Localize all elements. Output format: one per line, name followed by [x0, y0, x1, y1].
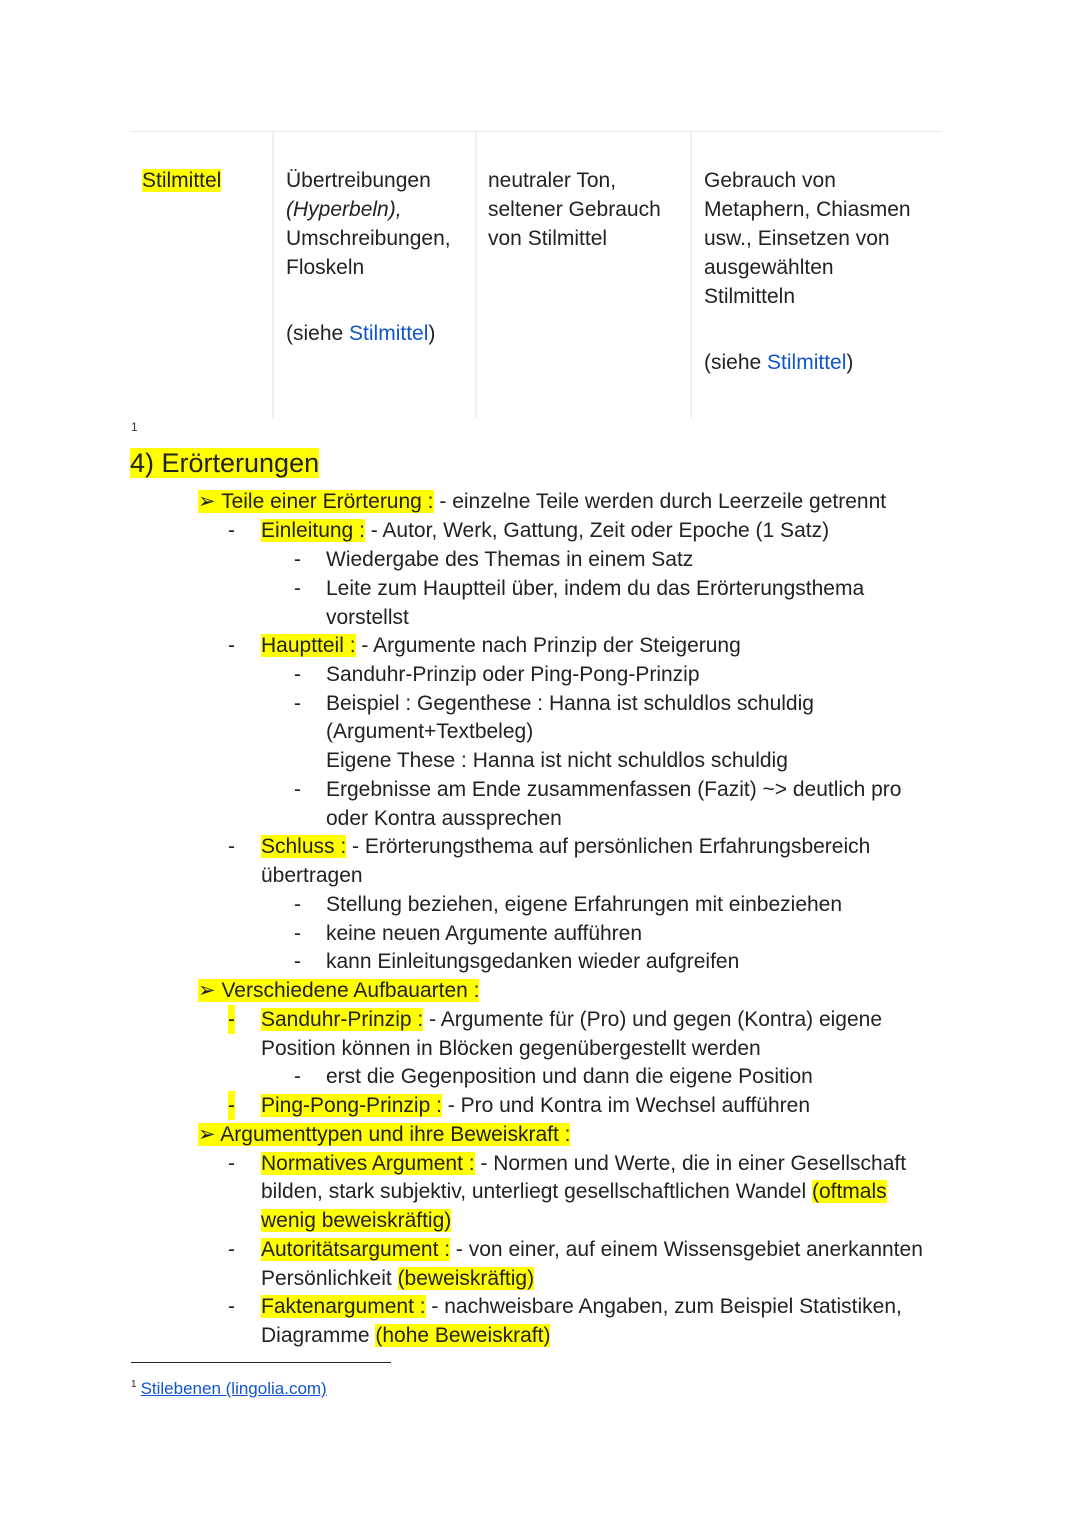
dash-marker: - — [294, 663, 301, 686]
dash-marker: - — [294, 692, 301, 715]
item-label: Normatives Argument : — [261, 1152, 475, 1175]
item-einleitung: Einleitung : - Autor, Werk, Gattung, Zeit oder Epoche (1 Satz) — [261, 519, 830, 542]
item-cont: übertragen — [261, 864, 363, 887]
cell-text: neutraler Ton, — [488, 169, 617, 192]
dash-marker: - — [228, 1295, 235, 1318]
dash-marker: - — [228, 634, 235, 657]
sub-item: Sanduhr-Prinzip oder Ping-Pong-Prinzip — [326, 663, 700, 686]
arrow-bullet-icon: ➢ — [198, 490, 216, 513]
see-also: (siehe Stilmittel) — [286, 322, 436, 345]
sub-item: kann Einleitungsgedanken wieder aufgreifen — [326, 950, 740, 973]
cell-text: ausgewählten — [704, 256, 834, 279]
cell-text: Stilmitteln — [704, 285, 796, 308]
dash-marker: - — [294, 950, 301, 973]
bullet-label: Verschiedene Aufbauarten : — [221, 979, 480, 1002]
table-cell-colloquial — [272, 132, 475, 418]
sub-item-cont: (Argument+Textbeleg) — [326, 720, 534, 743]
item-label: Ping-Pong-Prinzip : — [261, 1094, 442, 1117]
dash-marker: - — [294, 778, 301, 801]
cell-text: (Hyperbeln), — [286, 198, 402, 221]
bullet-label: Teile einer Erörterung : — [221, 490, 434, 513]
item-pingpong: Ping-Pong-Prinzip : - Pro und Kontra im Wechsel aufführen — [261, 1094, 811, 1117]
item-cont: Persönlichkeit (beweiskräftig) — [261, 1267, 535, 1290]
item-cont: Diagramme (hohe Beweiskraft) — [261, 1324, 551, 1347]
dash-marker: - — [228, 1152, 235, 1175]
dash-marker: - — [294, 577, 301, 600]
section-heading: 4) Erörterungen — [130, 448, 320, 478]
cell-text: Übertreibungen — [286, 169, 431, 192]
cell-text: von Stilmittel — [488, 227, 608, 250]
item-sanduhr: Sanduhr-Prinzip : - Argumente für (Pro) und gegen (Kontra) eigene — [261, 1008, 883, 1031]
bullet-typen — [198, 1120, 570, 1149]
footnote-number: 1 — [131, 1379, 137, 1390]
dash-marker: - — [294, 922, 301, 945]
footnote-divider — [131, 1362, 391, 1363]
item-label: Einleitung : — [261, 519, 365, 542]
sub-item: erst die Gegenposition und dann die eigene Position — [326, 1065, 813, 1088]
cell-text: Gebrauch von — [704, 169, 836, 192]
sub-item-cont: oder Kontra aussprechen — [326, 807, 562, 830]
footnote-reference[interactable]: 1 — [131, 420, 138, 434]
sub-item-cont: Eigene These : Hanna ist nicht schuldlos schuldig — [326, 749, 788, 772]
sub-item: Stellung beziehen, eigene Erfahrungen mit einbeziehen — [326, 893, 843, 916]
footnote-link[interactable]: Stilebenen (lingolia.com) — [140, 1379, 327, 1398]
dash-marker: - — [228, 1005, 235, 1034]
sub-item: Beispiel : Gegenthese : Hanna ist schuldlos schuldig — [326, 692, 814, 715]
item-normativ: Normatives Argument : - Normen und Werte, die in einer Gesellschaft — [261, 1152, 907, 1175]
item-label: Sanduhr-Prinzip : — [261, 1008, 424, 1031]
dash-marker: - — [294, 1065, 301, 1088]
cell-text: seltener Gebrauch — [488, 198, 661, 221]
dash-marker: - — [228, 519, 235, 542]
item-label: Hauptteil : — [261, 634, 356, 657]
item-autoritaet: Autoritätsargument : - von einer, auf einem Wissensgebiet anerkannten — [261, 1238, 923, 1261]
dash-marker: - — [228, 835, 235, 858]
bullet-label: Argumenttypen und ihre Beweiskraft : — [220, 1123, 571, 1146]
dash-marker: - — [294, 548, 301, 571]
cell-text: Umschreibungen, — [286, 227, 451, 250]
style-table — [131, 131, 941, 418]
stilmittel-link[interactable]: Stilmittel — [349, 322, 429, 345]
item-schluss: Schluss : - Erörterungsthema auf persönlichen Erfahrungsbereich — [261, 835, 871, 858]
table-cell-label — [131, 132, 272, 418]
item-cont: bilden, stark subjektiv, unterliegt gesellschaftlichen Wandel (oftmals — [261, 1180, 887, 1203]
arrow-bullet-icon: ➢ — [198, 979, 216, 1002]
sub-item: Ergebnisse am Ende zusammenfassen (Fazit) ~> deutlich pro — [326, 778, 902, 801]
sub-item: keine neuen Argumente aufführen — [326, 922, 643, 945]
dash-marker: - — [228, 1238, 235, 1261]
item-label: Autoritätsargument : — [261, 1238, 451, 1261]
dash-marker: - — [294, 893, 301, 916]
see-also: (siehe Stilmittel) — [704, 351, 854, 374]
bullet-aufbau — [198, 976, 479, 1005]
dash-marker: - — [228, 1091, 235, 1120]
table-cell-elevated — [690, 132, 941, 418]
item-label: Faktenargument : — [261, 1295, 426, 1318]
item-hauptteil: Hauptteil : - Argumente nach Prinzip der Steigerung — [261, 634, 741, 657]
item-label: Schluss : — [261, 835, 347, 858]
stilmittel-link[interactable]: Stilmittel — [767, 351, 847, 374]
cell-text: usw., Einsetzen von — [704, 227, 890, 250]
arrow-bullet-icon: ➢ — [198, 1123, 216, 1146]
sub-item-cont: vorstellst — [326, 606, 409, 629]
bullet-teile: ➢ Teile einer Erörterung : - einzelne Teile werden durch Leerzeile getrennt — [198, 490, 887, 513]
sub-item: Leite zum Hauptteil über, indem du das Erörterungsthema — [326, 577, 865, 600]
footnote — [131, 1374, 327, 1400]
table-cell-neutral — [475, 132, 690, 418]
item-cont: Position können in Blöcken gegenübergestellt werden — [261, 1037, 761, 1060]
cell-text: Metaphern, Chiasmen — [704, 198, 911, 221]
stilmittel-label: Stilmittel — [142, 169, 222, 192]
cell-text: Floskeln — [286, 256, 365, 279]
sub-item: Wiedergabe des Themas in einem Satz — [326, 548, 694, 571]
item-fakten: Faktenargument : - nachweisbare Angaben, zum Beispiel Statistiken, — [261, 1295, 902, 1318]
item-cont: wenig beweiskräftig) — [261, 1209, 452, 1232]
